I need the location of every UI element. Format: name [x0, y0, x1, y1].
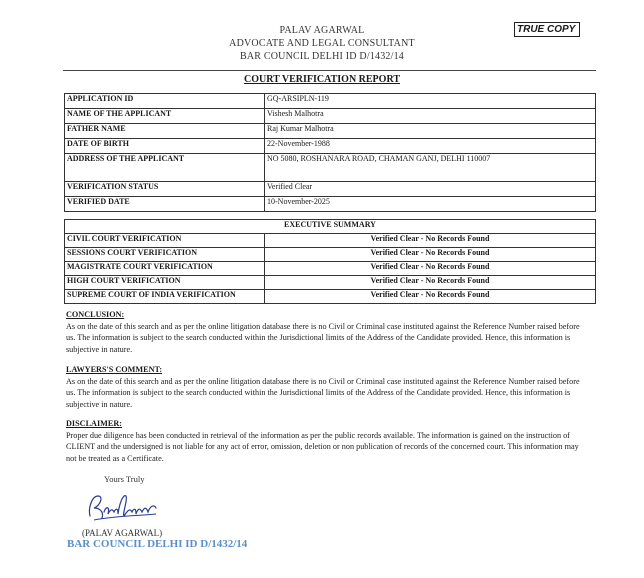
conclusion-text: As on the date of this search and as per the online litigation database there is no Civil or Criminal case instituted against the Reference Number raised before us. The information is subject to the search conducted within the Jurisdictional limits of the Address of the Candidate provided. Hence, this information is subjective in nature. [66, 321, 580, 354]
table-row [65, 154, 596, 182]
header-divider [63, 70, 596, 71]
conclusion-title: CONCLUSION: [66, 310, 125, 319]
summary-label: SESSIONS COURT VERIFICATION [65, 248, 265, 262]
detail-value: 10-November-2025 [265, 197, 596, 212]
table-row [65, 94, 596, 109]
table-row [65, 248, 596, 262]
lawyers-comment-section [66, 364, 590, 410]
disclaimer-section [66, 418, 590, 464]
detail-value: Verified Clear [265, 182, 596, 197]
table-row [65, 139, 596, 154]
detail-label: VERIFICATION STATUS [65, 182, 265, 197]
summary-value: Verified Clear - No Records Found [265, 276, 596, 290]
advocate-title: ADVOCATE AND LEGAL CONSULTANT [229, 38, 415, 49]
signatory-name: (PALAV AGARWAL) [82, 528, 163, 538]
summary-label: HIGH COURT VERIFICATION [65, 276, 265, 290]
executive-summary-table [64, 219, 596, 304]
signature-image [84, 490, 164, 524]
detail-label: VERIFIED DATE [65, 197, 265, 212]
closing-line: Yours Truly [104, 474, 145, 484]
table-row [65, 124, 596, 139]
lawyers-comment-title: LAWYERS'S COMMENT: [66, 365, 163, 374]
table-row [65, 197, 596, 212]
bar-council-id: BAR COUNCIL DELHI ID D/1432/14 [240, 51, 404, 62]
table-row [65, 234, 596, 248]
table-row [65, 182, 596, 197]
detail-value: GQ-ARSIPLN-119 [265, 94, 596, 109]
summary-header-row [65, 220, 596, 234]
summary-label: SUPREME COURT OF INDIA VERIFICATION [65, 290, 265, 304]
details-table [64, 93, 596, 212]
conclusion-section [66, 309, 590, 355]
disclaimer-text: Proper due diligence has been conducted in retrieval of the information as per the public records available. The information is gained on the instruction of CLIENT and the undersigned is not liable for any act of error, omission, deletion or non publication of records of the concerned court. This information may not be treated as a Certificate. [66, 430, 579, 463]
report-title-text: COURT VERIFICATION REPORT [244, 74, 400, 85]
table-row [65, 262, 596, 276]
report-title [0, 74, 644, 85]
disclaimer-title: DISCLAIMER: [66, 419, 122, 428]
summary-label: CIVIL COURT VERIFICATION [65, 234, 265, 248]
detail-label: APPLICATION ID [65, 94, 265, 109]
summary-value: Verified Clear - No Records Found [265, 262, 596, 276]
summary-value: Verified Clear - No Records Found [265, 290, 596, 304]
detail-value: NO 5080, ROSHANARA ROAD, CHAMAN GANJ, DELHI 110007 [265, 154, 596, 182]
detail-label: ADDRESS OF THE APPLICANT [65, 154, 265, 182]
detail-value: 22-November-1988 [265, 139, 596, 154]
detail-value: Vishesh Malhotra [265, 109, 596, 124]
detail-label: NAME OF THE APPLICANT [65, 109, 265, 124]
table-row [65, 290, 596, 304]
table-row [65, 276, 596, 290]
summary-label: MAGISTRATE COURT VERIFICATION [65, 262, 265, 276]
advocate-name: PALAV AGARWAL [279, 25, 365, 36]
detail-value: Raj Kumar Malhotra [265, 124, 596, 139]
summary-value: Verified Clear - No Records Found [265, 248, 596, 262]
true-copy-stamp: TRUE COPY [514, 22, 580, 37]
summary-value: Verified Clear - No Records Found [265, 234, 596, 248]
table-row [65, 109, 596, 124]
detail-label: FATHER NAME [65, 124, 265, 139]
signatory-bar-id: BAR COUNCIL DELHI ID D/1432/14 [67, 538, 248, 550]
detail-label: DATE OF BIRTH [65, 139, 265, 154]
summary-title: EXECUTIVE SUMMARY [65, 220, 596, 234]
lawyers-comment-text: As on the date of this search and as per the online litigation database there is no Civil or Criminal case instituted against the Reference Number raised before us. The information is subject to the search conducted within the Jurisdictional limits of the Address of the Candidate provided. Hence, this information is subjective in nature. [66, 376, 580, 409]
